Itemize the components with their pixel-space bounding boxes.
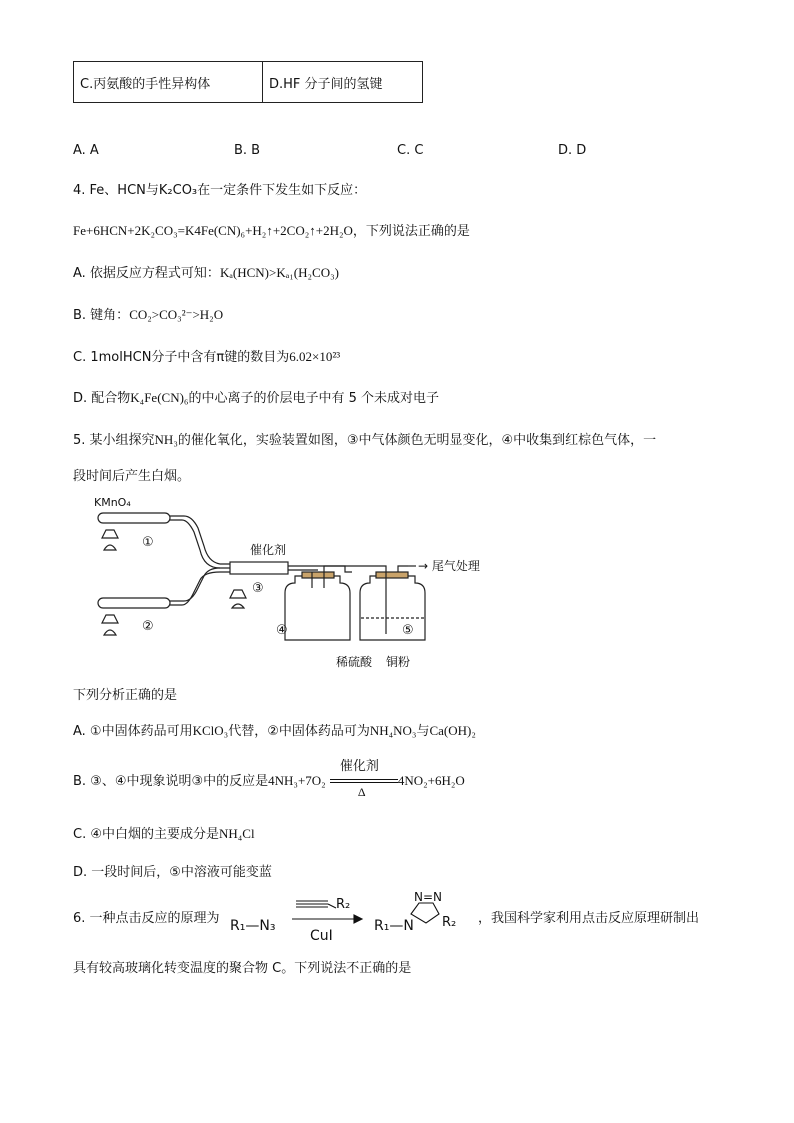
product-r1-n: R₁—N — [374, 918, 414, 934]
fig-label-kmno4: KMnO₄ — [94, 496, 131, 509]
q4-option-d-formula: K₄Fe(CN)₆ — [130, 390, 189, 405]
option-d-cell: D.HF 分子间的氢键 — [263, 62, 423, 103]
q4-option-c[interactable] — [73, 346, 340, 365]
q4-option-d-tail: 的中心离子的价层电子中有 5 个未成对电子 — [188, 391, 439, 406]
catalyst-cui: CuI — [310, 928, 333, 944]
q4-option-c-mid: π键的数目为 — [216, 350, 290, 365]
q5-option-b[interactable] — [73, 758, 465, 799]
q5-option-c-formula: NH₄Cl — [219, 826, 255, 841]
q4-option-c-label: C. 1molHCN分子中含有 — [73, 350, 217, 365]
q5-option-a-tail: NH₄NO₃与Ca(OH)₂ — [369, 723, 476, 738]
q4-equation-tail: ，下列说法正确的是 — [352, 224, 470, 239]
q5-option-a-label: A. ①中固体药品可用 — [73, 724, 193, 739]
bottle-5 — [360, 576, 425, 640]
q5-option-d[interactable]: D. 一段时间后，⑤中溶液可能变蓝 — [73, 865, 272, 880]
fig-label-2: ② — [142, 619, 154, 634]
q5-stem-line1 — [73, 429, 656, 448]
fig-label-4: ④ — [276, 623, 288, 638]
q4-equation-line — [73, 220, 470, 239]
q3-choice-c[interactable]: C. C — [397, 143, 424, 158]
q4-option-d-label: D. 配合物 — [73, 391, 131, 406]
q5-stem-nh3: NH₃ — [154, 432, 178, 447]
q5-option-b-catalyst: 催化剂 — [339, 758, 379, 774]
fig-label-acid: 稀硫酸 — [336, 655, 373, 669]
q5-option-a[interactable] — [73, 720, 476, 739]
q5-prompt: 下列分析正确的是 — [73, 688, 178, 703]
q5-option-c[interactable] — [73, 823, 255, 842]
q6-line2: 具有较高玻璃化转变温度的聚合物 C。下列说法不正确的是 — [73, 961, 412, 976]
q5-option-b-label: B. ③、④中现象说明③中的反应是 — [73, 774, 269, 789]
q3-choice-b[interactable]: B. B — [234, 143, 261, 158]
product-r2: R₂ — [442, 915, 457, 930]
q4-stem: 4. Fe、HCN与K₂CO₃在一定条件下发生如下反应： — [73, 183, 367, 198]
q5-option-b-condition — [330, 758, 398, 799]
q5-option-b-left: 4NH₃+7O₂ — [268, 773, 326, 788]
test-tube-2 — [98, 598, 170, 608]
q4-option-b[interactable] — [73, 304, 223, 323]
catalyst-tube — [230, 562, 288, 574]
click-reaction-scheme — [228, 890, 482, 946]
q5-option-a-mid: 代替，②中固体药品可为 — [228, 724, 370, 739]
fig-label-1: ① — [142, 535, 154, 550]
fig-label-3: ③ — [252, 581, 264, 596]
alkyne-r2: R₂ — [336, 897, 351, 912]
q4-option-a-formula: Kₐ(HCN)>Kₐ₁(H₂CO₃) — [219, 265, 339, 280]
q3-choice-d[interactable]: D. D — [558, 143, 587, 158]
q5-stem-line2: 段时间后产生白烟。 — [73, 469, 191, 484]
q4-option-c-value: 6.02×10²³ — [289, 349, 341, 364]
fig-label-catalyst: 催化剂 — [250, 543, 287, 557]
fig-label-5: ⑤ — [402, 623, 414, 638]
q5-option-b-delta: Δ — [357, 784, 366, 799]
collection-bottle-4 — [285, 576, 350, 640]
options-table — [73, 61, 423, 103]
q5-option-a-kclo3: KClO₃ — [192, 723, 229, 738]
fig-label-copper: 铜粉 — [386, 655, 411, 669]
q6-pre: 6. 一种点击反应的原理为 — [73, 911, 220, 926]
q5-option-c-label: C. ④中白烟的主要成分是 — [73, 827, 219, 842]
option-c-cell: C.丙氨酸的手性异构体 — [74, 62, 263, 103]
fig-label-tail-gas: → 尾气处理 — [418, 559, 480, 573]
q5-option-b-right: 4NO₂+6H₂O — [397, 773, 465, 788]
q4-option-a[interactable] — [73, 262, 339, 281]
product-n-top: N=N — [414, 890, 443, 904]
q4-equation: Fe+6HCN+2K₂CO₃=K4Fe(CN)₆+H₂↑+2CO₂↑+2H₂O — [73, 223, 353, 238]
q4-option-a-label: A. 依据反应方程式可知： — [73, 266, 220, 281]
test-tube-1 — [98, 513, 170, 523]
q4-option-b-label: B. 键角： — [73, 308, 130, 323]
q3-choice-a[interactable]: A. A — [73, 143, 99, 158]
q5-stem-pre: 5. 某小组探究 — [73, 433, 155, 448]
apparatus-figure — [80, 488, 490, 673]
q6-post: ，我国科学家利用点击反应原理研制出 — [478, 911, 700, 926]
q5-stem-post: 的催化氧化，实验装置如图，③中气体颜色无明显变化，④中收集到红棕色气体，一 — [177, 433, 657, 448]
q4-option-b-formula: CO₂>CO₃²⁻>H₂O — [129, 307, 224, 322]
q4-option-d[interactable] — [73, 387, 439, 406]
reactant-azide: R₁—N₃ — [230, 918, 276, 934]
